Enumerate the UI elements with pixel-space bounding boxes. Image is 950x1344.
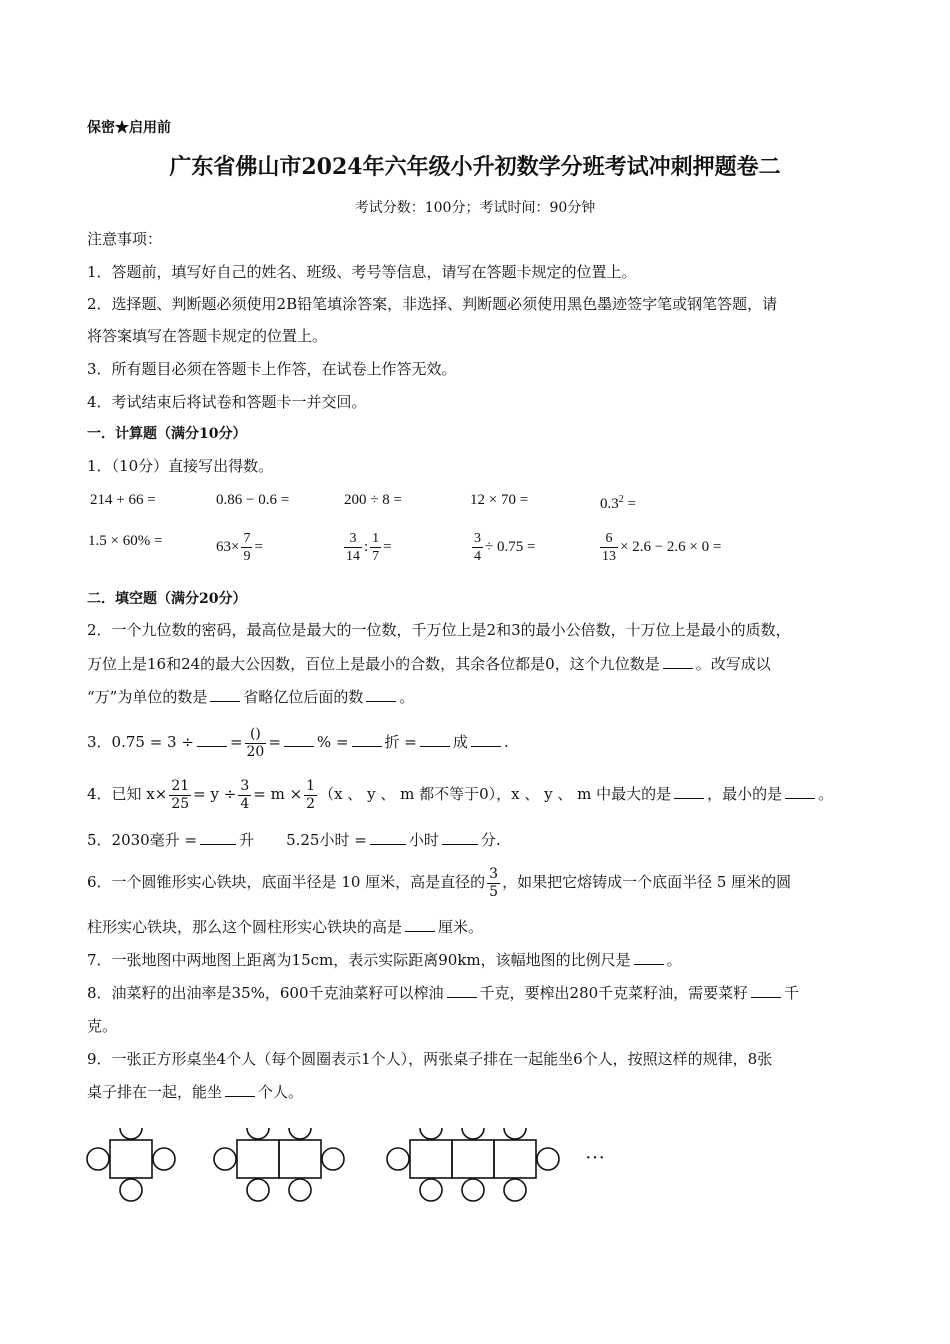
seat-circle [387,1148,409,1170]
calc-item: 12 × 70 = [470,492,529,508]
question-9: 桌子排在一起，能坐 个人。 [87,1083,304,1101]
seat-circle [504,1128,526,1139]
table-square [237,1140,279,1178]
table-square [110,1140,152,1178]
seat-circle [153,1148,175,1170]
calc-item: $\frac{6}{13}$ × 2.6 − 2.6 × 0 = [602,531,722,564]
calc-item: 63× $\frac{7}{9}$ = [216,531,263,564]
note-item: 3．所有题目必须在答题卡上作答，在试卷上作答无效。 [87,360,457,378]
seat-circle [247,1179,269,1201]
calc-item: $\frac{3}{4}$ ÷ 0.75 = [474,531,536,564]
seat-circle [322,1148,344,1170]
seat-circle [289,1128,311,1139]
question-1: 1．（10分）直接写出得数。 [87,457,274,475]
table-square [279,1140,321,1178]
seat-circle [420,1128,442,1139]
page-title: 广东省佛山市2024年六年级小升初数学分班考试冲刺押题卷二 [169,154,781,180]
calc-item: 214 + 66 = [90,492,156,508]
question-2: 2．一个九位数的密码，最高位是最大的一位数，千万位上是2和3的最小公倍数，十万位上是最小的质数， [87,621,791,639]
tables-pattern-diagram [80,1128,640,1208]
calc-item: 0.86 − 0.6 = [216,492,290,508]
question-7: 7．一张地图中两地图上距离为15cm，表示实际距离90km，该幅地图的比例尺是 。 [87,951,682,969]
seat-circle [120,1179,142,1201]
calc-item: $\frac{3}{14}$ : $\frac{1}{7}$ = [346,531,392,564]
question-6: 柱形实心铁块，那么这个圆柱形实心铁块的高是 厘米。 [87,918,484,936]
question-4: 4．已知 x× $\frac{21}{25}$ = y ÷ $\frac{3}{4}$ = m × $\frac{1}{2}$ （x 、 y 、 m 都不等于0），x 、 y 、 m 中最大的是 ，最小的是 。 [87,777,834,812]
question-8: 克。 [87,1017,118,1035]
note-item: 1．答题前，填写好自己的姓名、班级、考号等信息，请写在答题卡规定的位置上。 [87,263,637,281]
question-9: 9．一张正方形桌坐4个人（每个圆圈表示1个人），两张桌子排在一起能坐6个人，按照这样的规律，8张 [87,1050,773,1068]
note-item: 将答案填写在答题卡规定的位置上。 [87,327,328,345]
ellipsis: ··· [585,1147,605,1169]
note-item: 2．选择题、判断题必须使用2B铅笔填涂答案，非选择、判断题必须使用黑色墨迹签字笔或钢笔答题，请 [87,295,778,313]
confidential-label: 保密★启用前 [87,120,171,136]
table-square [494,1140,536,1178]
exam-info: 考试分数：100分；考试时间：90分钟 [354,200,596,216]
question-5: 5．2030毫升 = 升 5.25小时 = 小时 分. [87,831,501,849]
seat-circle [504,1179,526,1201]
table-square [410,1140,452,1178]
calc-item: $0.3^2$ = [600,494,636,512]
seat-circle [462,1128,484,1139]
note-item: 4．考试结束后将试卷和答题卡一并交回。 [87,393,367,411]
question-2: “万”为单位的数是 省略亿位后面的数 。 [87,688,415,706]
section2-heading: 二．填空题（满分20分） [87,591,247,607]
seat-circle [120,1128,142,1139]
calc-item: 1.5 × 60% = [88,533,163,549]
seat-circle [87,1148,109,1170]
calc-item: 200 ÷ 8 = [344,492,402,508]
question-8: 8．油菜籽的出油率是35%，600千克油菜籽可以榨油 千克，要榨出280千克菜籽油，需要菜籽 千 [87,984,800,1002]
question-6: 6．一个圆锥形实心铁块，底面半径是 10 厘米，高是直径的 $\frac{3}{5}$ ，如果把它熔铸成一个底面半径 5 厘米的圆 [87,865,792,900]
table-square [452,1140,494,1178]
section1-heading: 一．计算题（满分10分） [87,426,247,442]
question-3: 3．0.75 = 3 ÷ = $\frac{()}{20}$ = % = 折 = 成 . [87,725,509,760]
seat-circle [214,1148,236,1170]
seat-circle [289,1179,311,1201]
question-2: 万位上是16和24的最大公因数，百位上是最小的合数，其余各位都是0，这个九位数是 。改写成以 [87,655,771,673]
seat-circle [537,1148,559,1170]
seat-circle [247,1128,269,1139]
seat-circle [462,1179,484,1201]
notes-heading: 注意事项： [87,230,163,248]
seat-circle [420,1179,442,1201]
